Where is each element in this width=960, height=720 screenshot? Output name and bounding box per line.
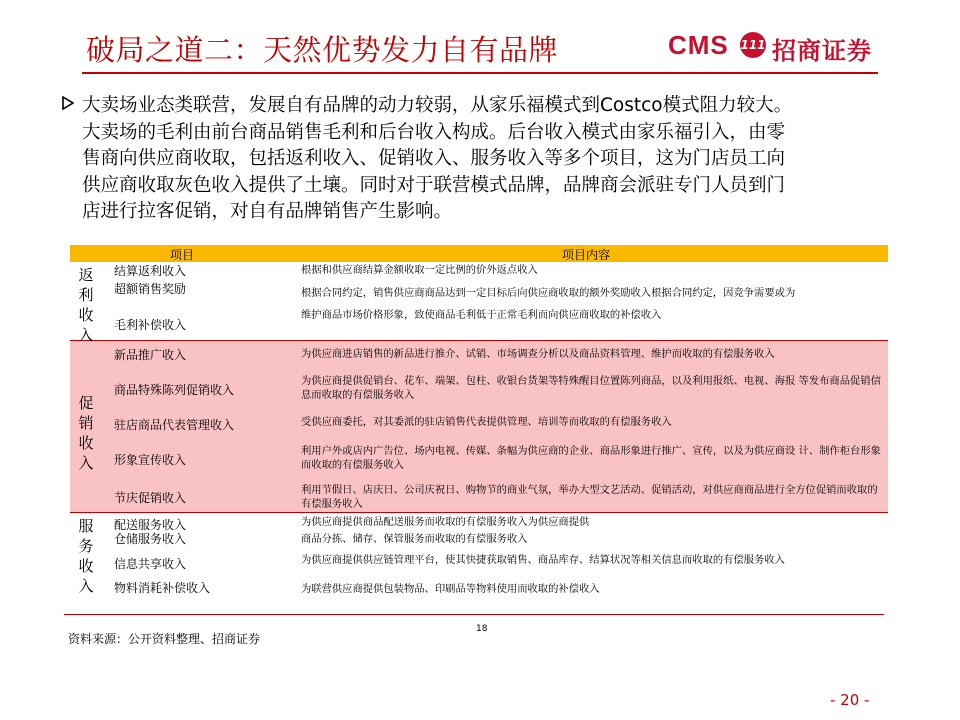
- table-row-desc: 利用节假日、店庆日、公司庆祝日、购物节的商业气氛，举办大型文艺活动、促销活动，对供应商商品进行全方位促销而收取的有偿服务收入: [301, 484, 878, 510]
- table-row-desc: 根据和供应商结算金额收取一定比例的价外返点收入: [301, 264, 538, 276]
- cms-logo: [668, 30, 878, 64]
- category-service: 服 务 收 入: [78, 517, 94, 595]
- table-row-desc: 为供应商提供促销台、花车、端架、包柱、收银台货架等特殊醒目位置陈列商品，以及利用报纸、电视、海报 等发布商品促销信息而收取的有偿服务收入: [301, 375, 881, 401]
- table-row-item: 物料消耗补偿收入: [114, 581, 211, 595]
- table-row-desc: 受供应商委托，对其委派的驻店销售代表提供管理、培训等而收取的有偿服务收入: [301, 416, 672, 428]
- paragraph-line: 大卖场业态类联营，发展自有品牌的动力较弱，从家乐福模式到Costco模式阻力较大。: [82, 95, 793, 116]
- table-header: [70, 245, 888, 262]
- table-row-item: 商品特殊陈列促销收入: [114, 383, 235, 397]
- table-row-item: 形象宣传收入: [114, 453, 187, 467]
- table-row-item: 配送服务收入: [114, 518, 187, 532]
- paragraph-line: 售商向供应商收取，包括返利收入、促销收入、服务收入等多个项目，这为门店员工向: [82, 148, 786, 169]
- table-row-desc: 根据合同约定，销售供应商商品达到一定目标后向供应商收取的额外奖励收入根据合同约定，因竞争需要或为: [301, 287, 796, 299]
- intro-paragraph: [82, 93, 892, 226]
- table-row-item: 新品推广收入: [114, 348, 187, 362]
- footer-divider: [64, 614, 884, 615]
- table-row-desc: 为供应商进店销售的新品进行推介、试销、市场调查分析以及商品资料管理、维护而收取的有偿服务收入: [301, 348, 775, 360]
- table-row-desc: 利用户外或店内广告位、场内电视、传媒、条幅为供应商的企业、商品形象进行推广、宣传，以及为供应商设 计、制作柜台形象而收取的有偿服务收入: [301, 445, 881, 471]
- category-rebate: 返 利 收 入: [78, 266, 94, 344]
- table-row-item: 结算返利收入: [114, 264, 187, 278]
- header-item: 项目: [170, 248, 195, 262]
- table-row-item: 毛利补偿收入: [114, 318, 187, 332]
- paragraph-line: 店进行拉客促销，对自有品牌销售产生影响。: [82, 201, 453, 222]
- section-divider: [70, 512, 888, 513]
- section-divider: [70, 340, 888, 341]
- logo-badge-icon: 111: [740, 32, 766, 58]
- title-divider: [82, 72, 878, 74]
- triangle-right-icon: [62, 96, 74, 114]
- table-row-desc: 商品分拣、储存、保管服务而收取的有偿服务收入: [301, 533, 528, 545]
- category-promotion: 促 销 收 入: [78, 394, 94, 472]
- table-row-item: 驻店商品代表管理收入: [114, 418, 235, 432]
- source-note: 资料来源：公开资料整理、招商证券: [68, 632, 261, 646]
- paragraph-line: 大卖场的毛利由前台商品销售毛利和后台收入构成。后台收入模式由家乐福引入，由零: [82, 121, 786, 143]
- logo-cn-text: 招商证券: [772, 37, 872, 65]
- table-row-desc: 维护商品市场价格形象，致使商品毛利低于正常毛利而向供应商收取的补偿收入: [301, 309, 662, 321]
- logo-text: CMS: [668, 30, 729, 60]
- table-row-item: 仓储服务收入: [114, 532, 187, 546]
- table-row-desc: 为联营供应商提供包装物品、印刷品等物料使用而收取的补偿收入: [301, 583, 600, 595]
- paragraph-line: 供应商收取灰色收入提供了土壤。同时对于联营模式品牌，品牌商会派驻专门人员到门: [82, 174, 786, 196]
- table-row-item: 超额销售奖励: [114, 282, 187, 296]
- page-title: 破局之道二：天然优势发力自有品牌: [86, 33, 559, 67]
- table-row-item: 信息共享收入: [114, 557, 187, 571]
- slide-number: - 20 -: [830, 691, 870, 709]
- page-reference: 18: [476, 624, 488, 634]
- table-row-item: 节庆促销收入: [114, 491, 187, 505]
- header-content: 项目内容: [562, 248, 611, 262]
- table-row-desc: 为供应商提供商品配送服务而收取的有偿服务收入为供应商提供: [301, 516, 590, 528]
- table-row-desc: 为供应商提供供应链管理平台，使其快捷获取销售、商品库存、结算状况等相关信息而收取的有偿服务收入: [301, 554, 785, 566]
